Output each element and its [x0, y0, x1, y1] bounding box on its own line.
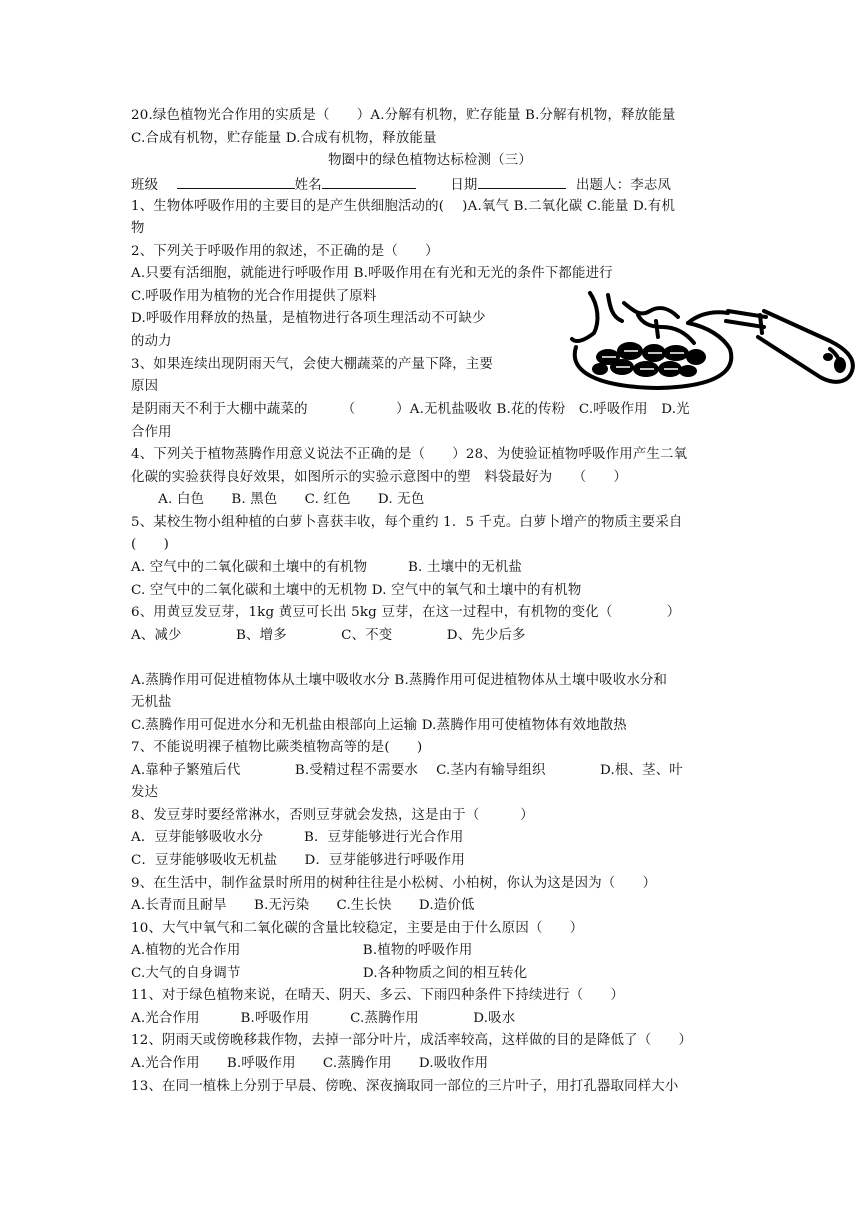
q2-options-4: 的动力: [131, 334, 172, 349]
page-title: 物圈中的绿色植物达标检测（三）: [328, 153, 532, 168]
q2-options-2: C.呼吸作用为植物的光合作用提供了原料: [131, 289, 377, 304]
q13-stem: 13、在同一植株上分别于早晨、傍晚、深夜摘取同一部位的三片叶子，用打孔器取同样大小: [131, 1079, 679, 1094]
author: 出题人：李志凤: [575, 178, 672, 193]
q6-options: A、减少 B、增多 C、不变 D、先少后多: [131, 628, 526, 643]
q7-stem: 7、不能说明裸子植物比蕨类植物高等的是( ): [131, 740, 423, 755]
bag-stem: [656, 321, 658, 337]
bag-right-fold: [638, 315, 694, 343]
q20-line-1: 20.绿色植物光合作用的实质是（ ）A.分解有机物，贮存能量 B.分解有机物，释放能量: [131, 108, 676, 123]
q1-line-1: 1、生物体呼吸作用的主要目的是产生供细胞活动的( )A.氧气 B.二氧化碳 C.能量 D.有机: [131, 199, 676, 214]
q1-line-2: 物: [131, 221, 145, 236]
tube-lower: [726, 321, 764, 327]
q2-options-3: D.呼吸作用释放的热量，是植物进行各项生理活动不可缺少: [131, 311, 486, 326]
bag-top-left: [572, 293, 597, 341]
class-label: 班级: [131, 178, 159, 193]
q3-line-1: 3、如果连续出现阴雨天气，会使大棚蔬菜的产量下降，主要: [131, 357, 494, 372]
q3-line-2: 原因: [131, 379, 159, 394]
q12-options: A.光合作用 B.呼吸作用 C.蒸腾作用 D.吸收作用: [131, 1056, 489, 1071]
q9-options: A.长青而且耐旱 B.无污染 C.生长快 D.造价低: [131, 898, 475, 913]
q10-stem: 10、大气中氧气和二氧化碳的含量比较稳定，主要是由于什么原因（ ）: [131, 921, 584, 936]
bag-gather: [624, 303, 678, 317]
date-label: 日期: [450, 178, 478, 193]
q3-line-3: 是阴雨天不利于大棚中蔬菜的 （ ）A.无机盐吸收 B.花的传粉 C.呼吸作用 D.光: [131, 402, 690, 417]
header-line: [131, 175, 671, 194]
q7-options-cont: 发达: [131, 785, 159, 800]
q5-line-2: ( ): [131, 537, 170, 552]
q5-line-1: 5、某校生物小组种植的白萝卜喜获丰收，每个重约 1．5 千克。白萝卜增产的物质主要采自: [131, 515, 683, 530]
q2-options-1: A.只要有活细胞，就能进行呼吸作用 B.呼吸作用在有光和无光的条件下都能进行: [131, 266, 613, 281]
transpiration-option-1: A.蒸腾作用可促进植物体从土壤中吸收水分 B.蒸腾作用可促进植物体从土壤中吸收水分和: [131, 673, 668, 688]
transpiration-option-3: C.蒸腾作用可促进水分和无机盐由根部向上运输 D.蒸腾作用可使植物体有效地散热: [131, 718, 627, 733]
q20-line-2: C.合成有机物，贮存能量 D.合成有机物，释放能量: [131, 131, 437, 146]
q9-stem: 9、在生活中，制作盆景时所用的树种往往是小松树、小柏树，你认为这是因为（ ）: [131, 876, 657, 891]
transpiration-option-2: 无机盐: [131, 695, 172, 710]
q10-options-1: A.植物的光合作用 B.植物的呼吸作用: [131, 943, 473, 958]
name-label: 姓名: [294, 178, 322, 193]
q12-stem: 12、阴雨天或傍晚移栽作物，去掉一部分叶片，成活率较高，这样做的目的是降低了（ ）: [131, 1033, 693, 1048]
q5-options-2: C. 空气中的二氧化碳和土壤中的无机物 D. 空气中的氧气和土壤中的有机物: [131, 583, 582, 598]
q5-options-1: A. 空气中的二氧化碳和土壤中的有机物 B. 土壤中的无机盐: [131, 560, 523, 575]
q8-options-2: C．豆芽能够吸收无机盐 D．豆芽能够进行呼吸作用: [131, 853, 465, 868]
leaf-cluster: [592, 342, 706, 377]
q2-stem: 2、下列关于呼吸作用的叙述，不正确的是（ ）: [131, 244, 439, 259]
q4-line-1: 4、下列关于植物蒸腾作用意义说法不正确的是（ ）28、为使验证植物呼吸作用产生二氧: [131, 447, 688, 462]
q7-options: A.靠种子繁殖后代 B.受精过程不需要水 C.茎内有输导组织 D.根、茎、叶: [131, 763, 683, 778]
q8-options-1: A．豆芽能够吸收水分 B．豆芽能够进行光合作用: [131, 830, 464, 845]
class-blank: [177, 175, 295, 189]
experiment-figure: [538, 287, 860, 393]
q10-options-2: C.大气的自身调节 D.各种物质之间的相互转化: [131, 966, 528, 981]
q8-stem: 8、发豆芽时要经常淋水，否则豆芽就会发热，这是由于（ ）: [131, 808, 534, 823]
q11-stem: 11、对于绿色植物来说，在晴天、阴天、多云、下雨四种条件下持续进行（ ）: [131, 988, 625, 1003]
q6-stem: 6、用黄豆发豆芽，1kg 黄豆可长出 5kg 豆芽，在这一过程中，有机物的变化（ ）: [131, 605, 681, 620]
bag-left-fold: [608, 295, 622, 321]
q4-options: A. 白色 B. 黑色 C. 红色 D. 无色: [131, 492, 425, 507]
name-blank: [322, 175, 416, 189]
bag-neck: [688, 312, 728, 323]
date-blank: [478, 175, 566, 189]
q4-line-2: 化碳的实验获得良好效果，如图所示的实验示意图中的塑 料袋最好为 （ ）: [131, 470, 628, 485]
q11-options: A.光合作用 B.呼吸作用 C.蒸腾作用 D.吸水: [131, 1011, 516, 1026]
q3-line-4: 合作用: [131, 425, 172, 440]
